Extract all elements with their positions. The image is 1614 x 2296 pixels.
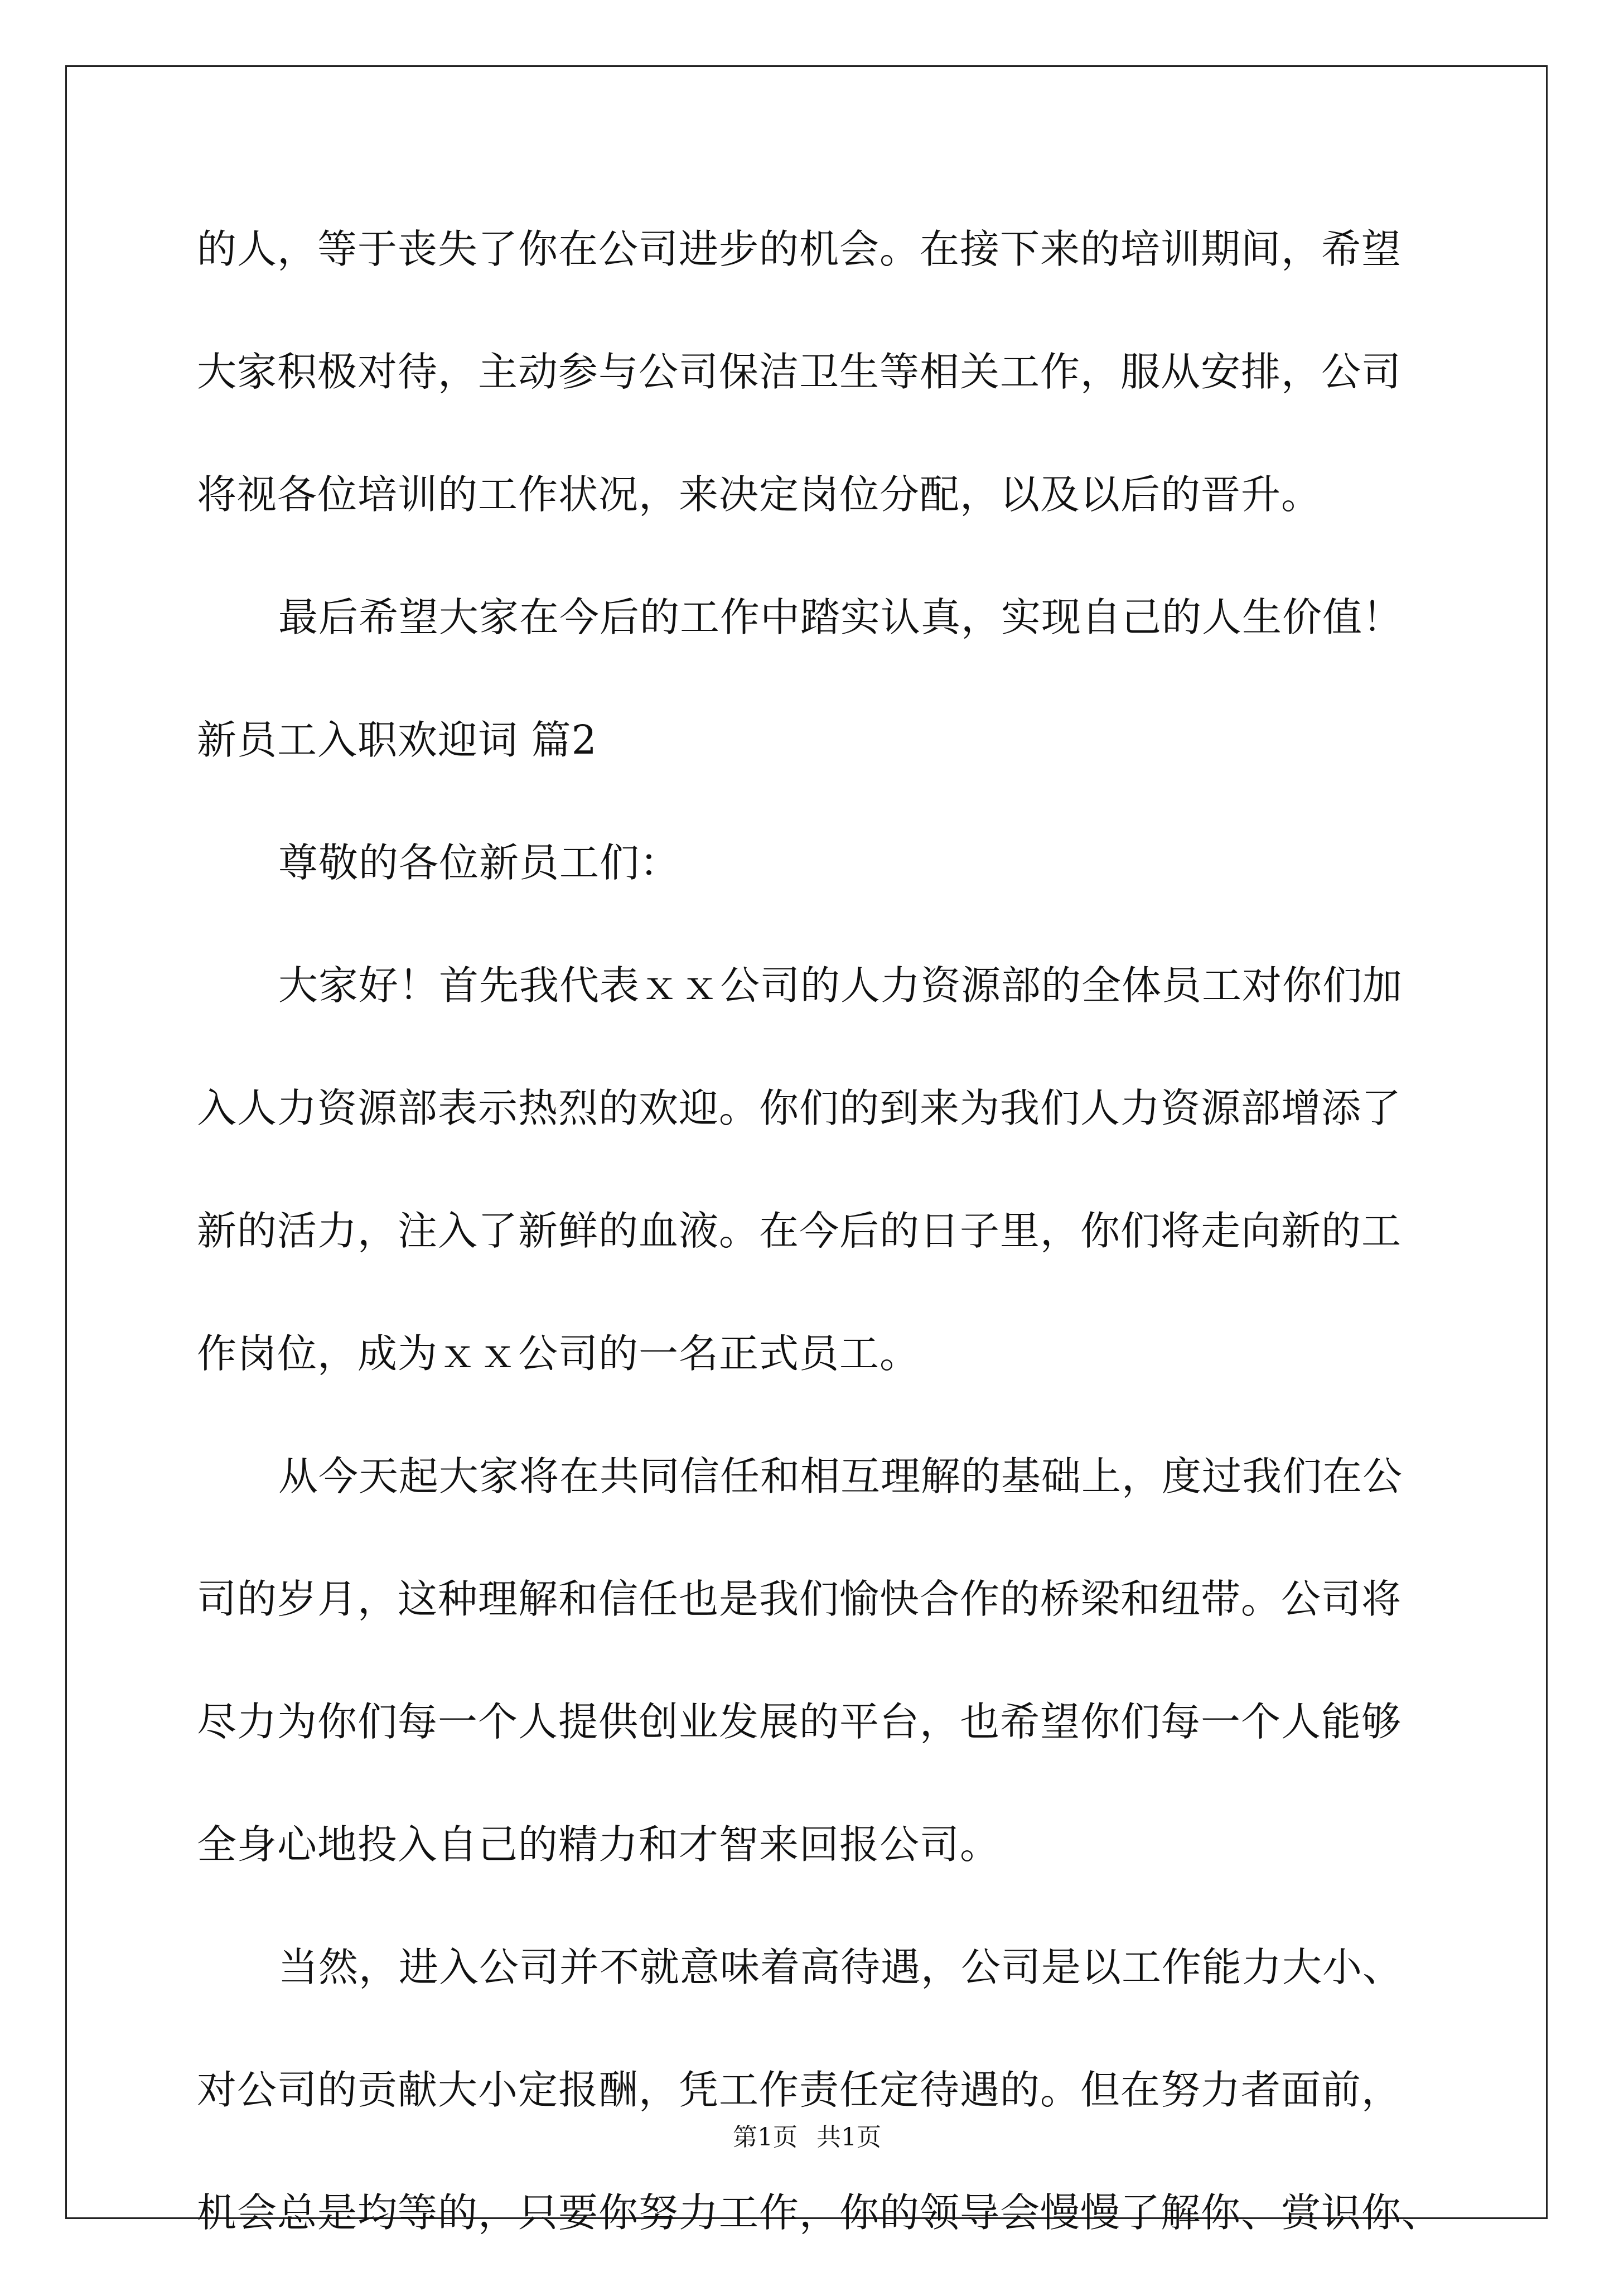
text-line: 大家好！首先我代表ｘｘ公司的人力资源部的全体员工对你们加 <box>278 962 1403 1009</box>
text-line: 作岗位，成为ｘｘ公司的一名正式员工。 <box>197 1330 920 1377</box>
text-line: 入人力资源部表示热烈的欢迎。你们的到来为我们人力资源部增添了 <box>197 1085 1402 1131</box>
text-line: 从今天起大家将在共同信任和相互理解的基础上，度过我们在公 <box>278 1453 1403 1499</box>
page-total: 共1页 <box>816 2123 881 2152</box>
text-line: 将视各位培训的工作状况，来决定岗位分配，以及以后的晋升。 <box>197 471 1322 518</box>
text-line: 新的活力，注入了新鲜的血液。在今后的日子里，你们将走向新的工 <box>197 1208 1402 1254</box>
text-line: 最后希望大家在今后的工作中踏实认真，实现自己的人生价值！ <box>278 594 1403 640</box>
text-line: 全身心地投入自己的精力和才智来回报公司。 <box>197 1821 1001 1868</box>
text-line: 机会总是均等的，只要你努力工作，你的领导会慢慢了解你、赏识你、 <box>197 2189 1442 2236</box>
page-footer <box>0 2121 1614 2154</box>
page-number: 第1页 <box>733 2123 798 2152</box>
text-line: 大家积极对待，主动参与公司保洁卫生等相关工作，服从安排，公司 <box>197 349 1402 395</box>
text-line: 司的岁月，这种理解和信任也是我们愉快合作的桥梁和纽带。公司将 <box>197 1576 1402 1622</box>
text-line: 的人，等于丧失了你在公司进步的机会。在接下来的培训期间，希望 <box>197 226 1402 272</box>
text-line: 对公司的贡献大小定报酬，凭工作责任定待遇的。但在努力者面前， <box>197 2067 1402 2113</box>
text-line: 当然，进入公司并不就意味着高待遇，公司是以工作能力大小、 <box>278 1944 1403 1990</box>
salutation: 尊敬的各位新员工们： <box>278 840 680 886</box>
document-body <box>197 210 1446 2296</box>
text-line: 尽力为你们每一个人提供创业发展的平台，也希望你们每一个人能够 <box>197 1699 1402 1745</box>
section-heading: 新员工入职欢迎词 篇2 <box>197 717 597 763</box>
